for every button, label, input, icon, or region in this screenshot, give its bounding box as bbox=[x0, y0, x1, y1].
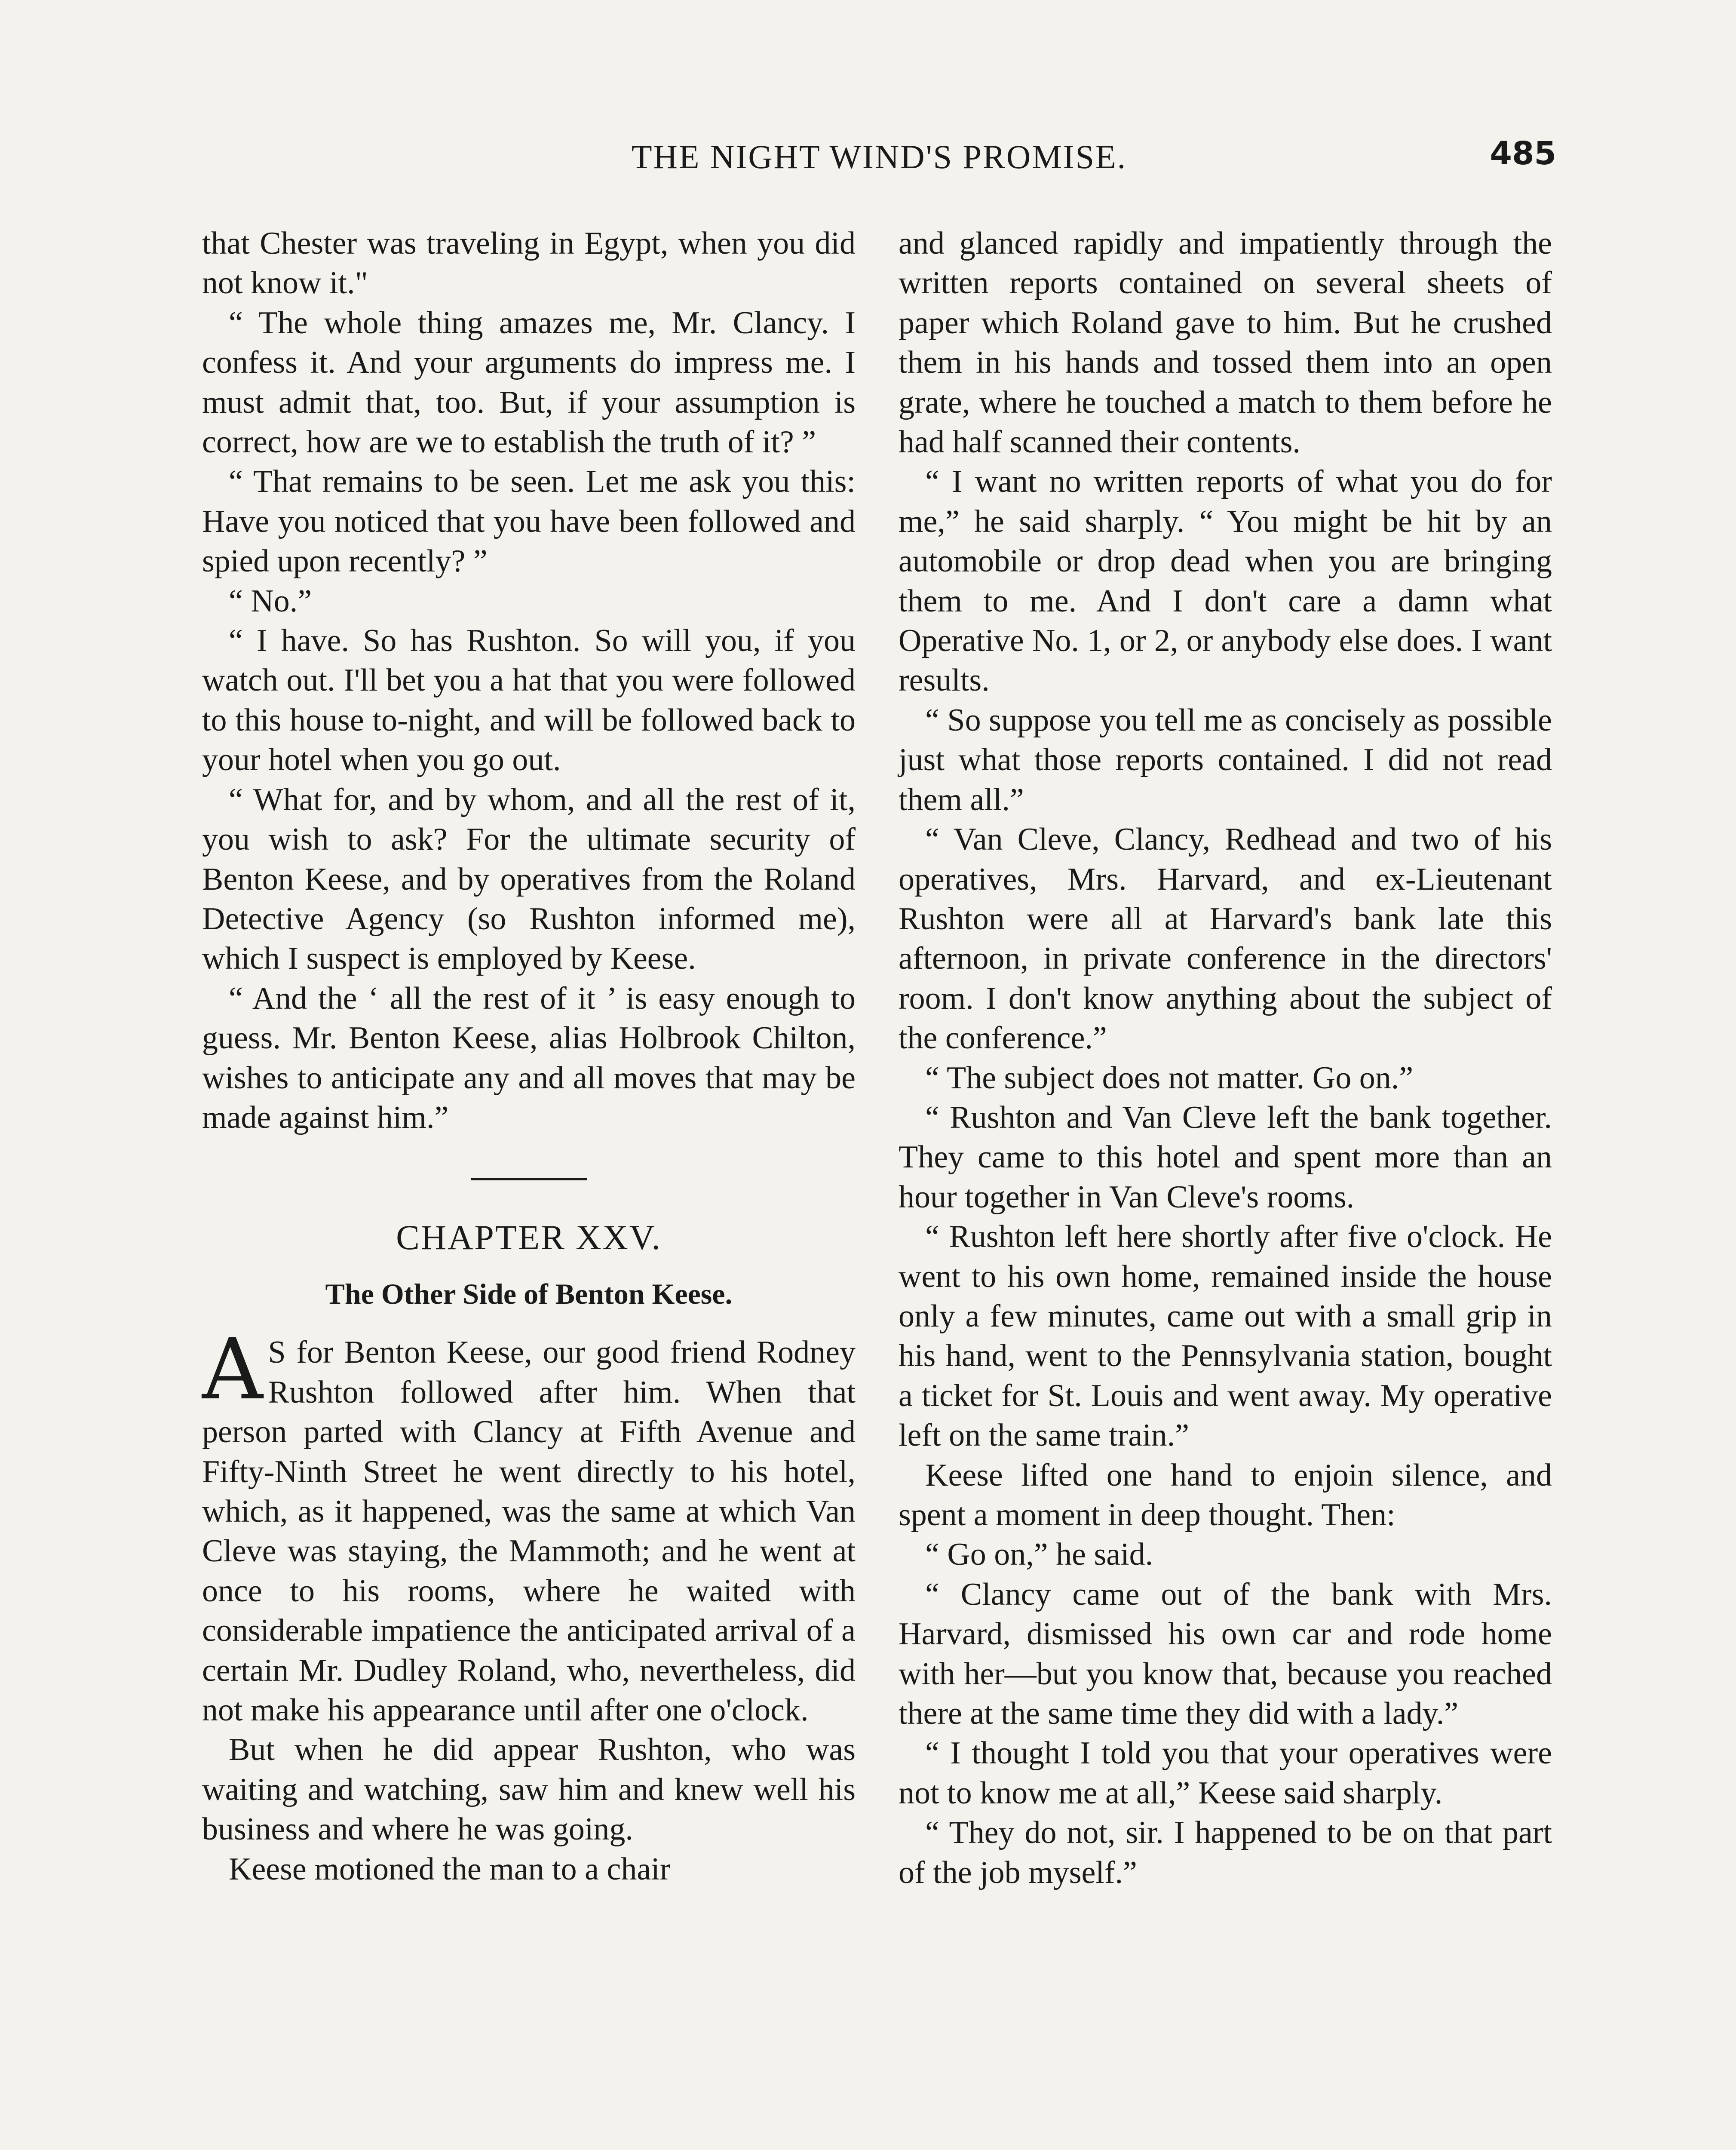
paragraph: “ Rushton left here shortly after five o'clock. He went to his own home, remained inside the house only a few minutes, came out with a small grip in his hand, went to the Pennsylvania station, bought a ticket for St. Louis and went away. My operative left on the same train.” bbox=[899, 1219, 1552, 1453]
paragraph: “ I have. So has Rushton. So will you, if you watch out. I'll bet you a hat that you were followed to this house to-night, and will be followed back to your hotel when you go out. bbox=[202, 623, 856, 778]
paragraph: “ Clancy came out of the bank with Mrs. Harvard, dismissed his own car and rode home with her—but you know that, because you reached there at the same time they did with a lady.” bbox=[899, 1576, 1552, 1732]
page-number: 485 bbox=[1490, 135, 1556, 172]
chapter-divider bbox=[471, 1178, 587, 1180]
running-title: THE NIGHT WIND'S PROMISE. bbox=[631, 138, 1127, 175]
paragraph: Keese lifted one hand to enjoin silence, and spent a moment in deep thought. Then: bbox=[899, 1457, 1552, 1533]
page-header bbox=[202, 129, 1556, 185]
paragraph: Keese motioned the man to a chair bbox=[229, 1851, 671, 1887]
left-column bbox=[202, 224, 856, 1889]
paragraph: “ The subject does not matter. Go on.” bbox=[925, 1060, 1414, 1096]
paragraph-text: S for Benton Keese, our good friend Rodney Rushton followed after him. When that person parted with Clancy at Fifth Avenue and Fifty-Ninth Street he went directly to his hotel, which, as it happened, was the same at which Van Cleve was staying, the Mammoth; and he went at once to his rooms, where he waited with considerable impatience the anticipated arrival of a certain Mr. Dudley Roland, who, nevertheless, did not make his appearance until after one o'clock. bbox=[202, 1335, 856, 1728]
paragraph: But when he did appear Rushton, who was waiting and watching, saw him and knew well his business and where he was going. bbox=[202, 1732, 856, 1847]
chapter-heading: CHAPTER XXV. bbox=[396, 1218, 662, 1257]
paragraph: “ What for, and by whom, and all the rest of it, you wish to ask? For the ultimate security of Benton Keese, and by operatives from the Roland Detective Agency (so Rushton informed me), which I suspect is employed by Keese. bbox=[202, 782, 856, 977]
right-column bbox=[899, 224, 1552, 1892]
paragraph: and glanced rapidly and impatiently through the written reports contained on several sheets of paper which Roland gave to him. But he crushed them in his hands and tossed them into an open grate, where he touched a match to them before he had half scanned their contents. bbox=[899, 226, 1552, 460]
drop-cap: A bbox=[202, 1321, 263, 1419]
paragraph: “ So suppose you tell me as concisely as possible just what those reports contained. I did not read them all.” bbox=[899, 702, 1552, 817]
paragraph: that Chester was traveling in Egypt, when you did not know it." bbox=[202, 226, 856, 301]
chapter-opening-paragraph bbox=[202, 1321, 856, 1730]
paragraph: “ And the ‘ all the rest of it ’ is easy enough to guess. Mr. Benton Keese, alias Holbrook Chilton, wishes to anticipate any and all moves that may be made against him.” bbox=[202, 980, 856, 1135]
paragraph: “ No.” bbox=[229, 583, 312, 619]
paragraph: “ The whole thing amazes me, Mr. Clancy. I confess it. And your arguments do impress me. I must admit that, too. But, if your assumption is correct, how are we to establish the truth of it? ” bbox=[202, 305, 856, 460]
paragraph: “ Rushton and Van Cleve left the bank together. They came to this hotel and spent more than an hour together in Van Cleve's rooms. bbox=[899, 1100, 1552, 1215]
paragraph: “ I want no written reports of what you do for me,” he said sharply. “ You might be hit by an automobile or drop dead when you are bringing them to me. And I don't care a damn what Operative No. 1, or 2, or anybody else does. I want results. bbox=[899, 464, 1552, 698]
paragraph: “ That remains to be seen. Let me ask you this: Have you noticed that you have been followed and spied upon recently? ” bbox=[202, 464, 856, 579]
paragraph: “ Van Cleve, Clancy, Redhead and two of his operatives, Mrs. Harvard, and ex-Lieutenant Rushton were all at Harvard's bank late this afternoon, in private conference in the directors' room. I don't know anything about the subject of the conference.” bbox=[899, 822, 1552, 1056]
paragraph: “ They do not, sir. I happened to be on that part of the job myself.” bbox=[899, 1815, 1552, 1890]
paragraph: “ I thought I told you that your operatives were not to know me at all,” Keese said sharply. bbox=[899, 1735, 1552, 1811]
paragraph: “ Go on,” he said. bbox=[925, 1537, 1153, 1573]
chapter-subtitle: The Other Side of Benton Keese. bbox=[325, 1278, 733, 1311]
